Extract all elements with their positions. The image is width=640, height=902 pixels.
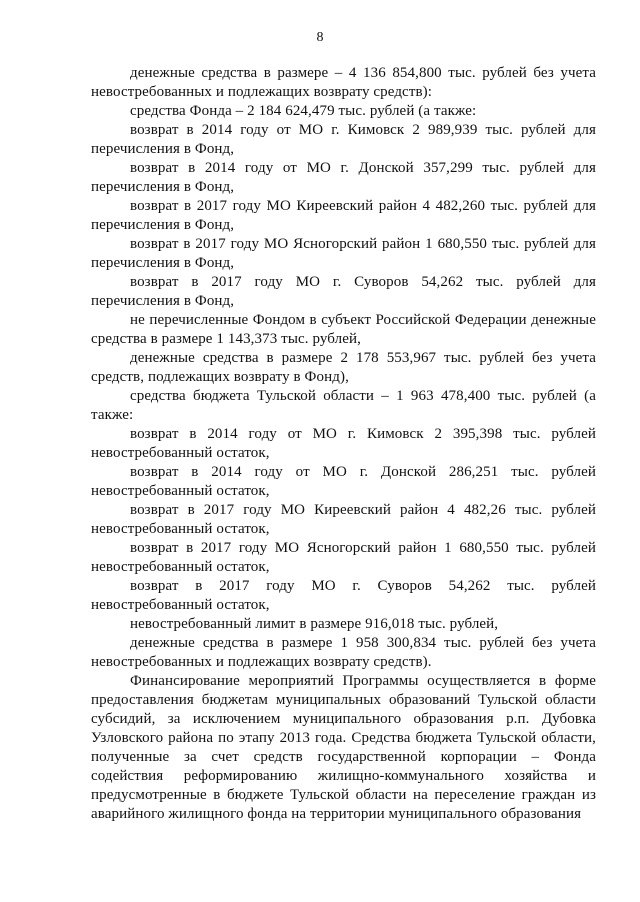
paragraph: возврат в 2017 году МО г. Суворов 54,262 тыс. рублей для перечисления в Фонд,: [91, 274, 596, 309]
paragraph: денежные средства в размере – 4 136 854,800 тыс. рублей без учета невостребованных и подлежащих возврату средств):: [91, 65, 596, 100]
paragraph: возврат в 2017 году МО Ясногорский район 1 680,550 тыс. рублей невостребованный остаток,: [91, 540, 596, 575]
paragraph: возврат в 2014 году от МО г. Донской 357,299 тыс. рублей для перечисления в Фонд,: [91, 160, 596, 195]
paragraph: средства Фонда – 2 184 624,479 тыс. рублей (а также:: [130, 103, 477, 119]
paragraph: возврат в 2017 году МО Киреевский район 4 482,260 тыс. рублей для перечисления в Фонд,: [91, 198, 596, 233]
paragraph: возврат в 2017 году МО г. Суворов 54,262 тыс. рублей невостребованный остаток,: [91, 578, 596, 613]
paragraph: возврат в 2017 году МО Ясногорский район 1 680,550 тыс. рублей для перечисления в Фонд,: [91, 236, 596, 271]
document-body: [91, 64, 596, 824]
paragraph: невостребованный лимит в размере 916,018 тыс. рублей,: [130, 616, 499, 632]
paragraph: денежные средства в размере 1 958 300,834 тыс. рублей без учета невостребованных и подлежащих возврату средств).: [91, 635, 596, 670]
page-number: 8: [316, 30, 324, 45]
paragraph: возврат в 2014 году от МО г. Донской 286,251 тыс. рублей невостребованный остаток,: [91, 464, 596, 499]
paragraph: Финансирование мероприятий Программы осуществляется в форме предоставления бюджетам муниципальных образований Тульской области субсидий, за исключением муниципального образования р.п. Дубовка Узловского района по этапу 2013 года. Средства бюджета Тульской области, полученные за счет средств государственной корпорации – Фонда содействия реформированию жилищно-коммунального хозяйства и предусмотренные в бюджете Тульской области на переселение граждан из аварийного жилищного фонда на территории муниципального образования: [91, 673, 596, 822]
paragraph: возврат в 2017 году МО Киреевский район 4 482,26 тыс. рублей невостребованный остаток,: [91, 502, 596, 537]
paragraph: средства бюджета Тульской области – 1 963 478,400 тыс. рублей (а также:: [91, 388, 596, 423]
paragraph: возврат в 2014 году от МО г. Кимовск 2 989,939 тыс. рублей для перечисления в Фонд,: [91, 122, 596, 157]
paragraph: возврат в 2014 году от МО г. Кимовск 2 395,398 тыс. рублей невостребованный остаток,: [91, 426, 596, 461]
paragraph: денежные средства в размере 2 178 553,967 тыс. рублей без учета средств, подлежащих возврату в Фонд),: [91, 350, 596, 385]
paragraph: не перечисленные Фондом в субъект Российской Федерации денежные средства в размере 1 143,373 тыс. рублей,: [91, 312, 596, 347]
